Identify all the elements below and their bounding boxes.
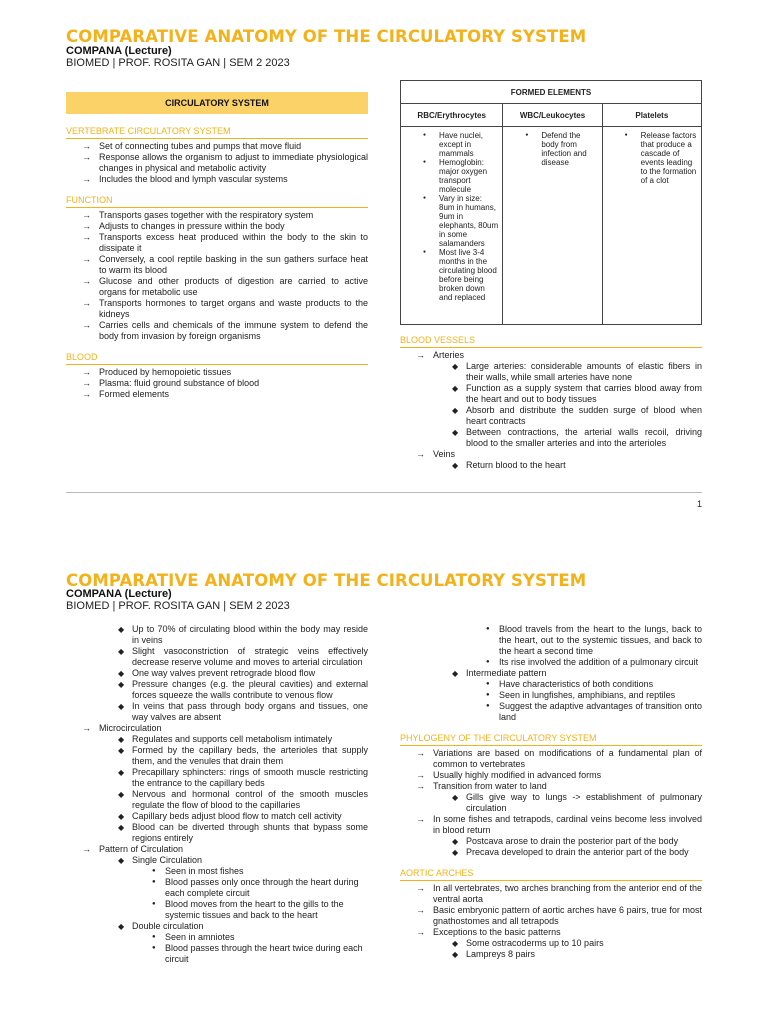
- list-item: ◆ Capillary beds adjust blood flow to match cell activity: [66, 811, 368, 822]
- list-item: ◆ Between contractions, the arterial walls recoil, driving blood to the smaller arteries and into the arterioles: [400, 427, 702, 449]
- list-item: → Adjusts to changes in pressure within the body: [66, 221, 368, 232]
- course-meta: BIOMED | PROF. ROSITA GAN | SEM 2 2023: [66, 600, 290, 612]
- table-cell-item: ● Hemoglobin: major oxygen transport molecule: [439, 158, 498, 194]
- page-divider: [66, 492, 702, 493]
- cava-list: [400, 836, 702, 858]
- table-cell-item: ● Have nuclei, except in mammals: [439, 131, 498, 158]
- aortic-list: [400, 883, 702, 938]
- table-title: FORMED ELEMENTS: [401, 81, 702, 104]
- list-item: → Includes the blood and lymph vascular systems: [66, 174, 368, 185]
- list-item: ◆ Gills give way to lungs -> establishment of pulmonary circulation: [400, 792, 702, 814]
- list-item: ● Have characteristics of both conditions: [400, 679, 702, 690]
- list-item: → Exceptions to the basic patterns: [400, 927, 702, 938]
- list-item: ◆ In veins that pass through body organs and tissues, one way valves are absent: [66, 701, 368, 723]
- left-column: [66, 624, 368, 965]
- table-header: RBC/Erythrocytes: [401, 104, 503, 127]
- section-heading-vessels: BLOOD VESSELS: [400, 335, 702, 348]
- section-banner: CIRCULATORY SYSTEM: [66, 92, 368, 114]
- course-subtitle: COMPANA (Lecture): [66, 588, 172, 600]
- double-heading-list: [66, 921, 368, 932]
- single-heading-list: [66, 855, 368, 866]
- list-item: → Response allows the organism to adjust to immediate physiological changes in physical and metabolic activity: [66, 152, 368, 174]
- section-heading-phylogeny: PHYLOGENY OF THE CIRCULATORY SYSTEM: [400, 733, 702, 746]
- vessels-list: [400, 350, 702, 361]
- list-item: → Transports excess heat produced within the body to the skin to dissipate it: [66, 232, 368, 254]
- list-item: → Glucose and other products of digestion are carried to active organs for metabolic use: [66, 276, 368, 298]
- list-item: → In all vertebrates, two arches branching from the anterior end of the ventral aorta: [400, 883, 702, 905]
- table-cell-item: ● Release factors that produce a cascade of events leading to the formation of a clot: [641, 131, 697, 185]
- micro-heading-list: [66, 723, 368, 734]
- list-item: ◆ Slight vasoconstriction of strategic veins effectively decrease reserve volume and moves to arterial circulation: [66, 646, 368, 668]
- exceptions-list: [400, 938, 702, 960]
- list-item: ● Suggest the adaptive advantages of transition onto land: [400, 701, 702, 723]
- list-item: ◆ Precapillary sphincters: rings of smooth muscle restricting the entrance to the capillary beds: [66, 767, 368, 789]
- phylogeny-list: [400, 748, 702, 792]
- list-item: → Veins: [400, 449, 702, 460]
- list-item: ◆ Return blood to the heart: [400, 460, 702, 471]
- list-item: → In some fishes and tetrapods, cardinal veins become less involved in blood return: [400, 814, 702, 836]
- list-item: ◆ Blood can be diverted through shunts that bypass some regions entirely: [66, 822, 368, 844]
- page-2: [0, 528, 768, 1024]
- list-item: ◆ Large arteries: considerable amounts of elastic fibers in their walls, while small arteries have none: [400, 361, 702, 383]
- veins-list: [400, 460, 702, 471]
- list-item: ◆ Up to 70% of circulating blood within the body may reside in veins: [66, 624, 368, 646]
- arteries-list: [400, 361, 702, 449]
- list-item: ● Its rise involved the addition of a pulmonary circuit: [400, 657, 702, 668]
- list-item: → Basic embryonic pattern of aortic arches have 6 pairs, true for most gnathostomes and all tetrapods: [400, 905, 702, 927]
- list-item: → Pattern of Circulation: [66, 844, 368, 855]
- list-item: ● Seen in most fishes: [66, 866, 368, 877]
- wbc-cell: [503, 127, 601, 171]
- list-item: ◆ Intermediate pattern: [400, 668, 702, 679]
- veins-continued-list: [66, 624, 368, 723]
- list-item: → Formed elements: [66, 389, 368, 400]
- gills-list: [400, 792, 702, 814]
- section-heading-blood: BLOOD: [66, 352, 368, 365]
- veins-heading-list: [400, 449, 702, 460]
- left-column: [66, 92, 368, 400]
- page-title: COMPARATIVE ANATOMY OF THE CIRCULATORY SYSTEM: [66, 27, 587, 46]
- right-column: [400, 624, 702, 960]
- function-list: [66, 210, 368, 342]
- list-item: → Conversely, a cool reptile basking in the sun gathers surface heat to warm its blood: [66, 254, 368, 276]
- list-item: ◆ Absorb and distribute the sudden surge of blood when heart contracts: [400, 405, 702, 427]
- list-item: ◆ Pressure changes (e.g. the pleural cavities) and external forces squeeze the walls contribute to venous flow: [66, 679, 368, 701]
- section-heading-aortic: AORTIC ARCHES: [400, 868, 702, 881]
- section-heading-vcs: VERTEBRATE CIRCULATORY SYSTEM: [66, 126, 368, 139]
- list-item: ● Blood travels from the heart to the lungs, back to the heart, out to the systemic tissues, and back to the heart a second time: [400, 624, 702, 657]
- table-cell-item: ● Most live 3-4 months in the circulating blood before being broken down and replaced: [439, 248, 498, 302]
- formed-elements-table: [400, 80, 702, 325]
- list-item: ◆ One way valves prevent retrograde blood flow: [66, 668, 368, 679]
- fishes-list: [400, 814, 702, 836]
- list-item: ◆ Double circulation: [66, 921, 368, 932]
- list-item: → Arteries: [400, 350, 702, 361]
- table-cell-item: ● Vary in size: 8um in humans, 9um in elephants, 80um in some salamanders: [439, 194, 498, 248]
- course-meta: BIOMED | PROF. ROSITA GAN | SEM 2 2023: [66, 57, 290, 69]
- list-item: ● Blood passes only once through the heart during each complete circuit: [66, 877, 368, 899]
- intermediate-heading-list: [400, 668, 702, 679]
- list-item: ◆ Precava developed to drain the anterior part of the body: [400, 847, 702, 858]
- list-item: → Microcirculation: [66, 723, 368, 734]
- table-header: Platelets: [602, 104, 701, 127]
- list-item: → Transports hormones to target organs and waste products to the kidneys: [66, 298, 368, 320]
- list-item: ◆ Some ostracoderms up to 10 pairs: [400, 938, 702, 949]
- double-list: [66, 932, 368, 965]
- list-item: → Carries cells and chemicals of the immune system to defend the body from invasion by foreign organisms: [66, 320, 368, 342]
- list-item: ● Blood moves from the heart to the gills to the systemic tissues and back to the heart: [66, 899, 368, 921]
- list-item: → Transports gases together with the respiratory system: [66, 210, 368, 221]
- list-item: ◆ Single Circulation: [66, 855, 368, 866]
- list-item: → Variations are based on modifications of a fundamental plan of common to vertebrates: [400, 748, 702, 770]
- list-item: ◆ Postcava arose to drain the posterior part of the body: [400, 836, 702, 847]
- vcs-list: [66, 141, 368, 185]
- list-item: → Set of connecting tubes and pumps that move fluid: [66, 141, 368, 152]
- platelets-cell: [603, 127, 701, 189]
- table-cell-item: ● Defend the body from infection and disease: [541, 131, 597, 167]
- list-item: ● Seen in lungfishes, amphibians, and reptiles: [400, 690, 702, 701]
- list-item: → Usually highly modified in advanced forms: [400, 770, 702, 781]
- list-item: → Produced by hemopoietic tissues: [66, 367, 368, 378]
- list-item: ◆ Function as a supply system that carries blood away from the heart and out to body tissues: [400, 383, 702, 405]
- pattern-heading-list: [66, 844, 368, 855]
- right-column: [400, 80, 702, 471]
- rbc-cell: [401, 127, 502, 306]
- double-continued-list: [400, 624, 702, 668]
- micro-list: [66, 734, 368, 844]
- page-number: 1: [696, 499, 702, 509]
- page-title: COMPARATIVE ANATOMY OF THE CIRCULATORY SYSTEM: [66, 571, 587, 590]
- single-list: [66, 866, 368, 921]
- intermediate-list: [400, 679, 702, 723]
- section-heading-function: FUNCTION: [66, 195, 368, 208]
- list-item: ◆ Regulates and supports cell metabolism intimately: [66, 734, 368, 745]
- list-item: ◆ Nervous and hormonal control of the smooth muscles regulate the flow of blood to the capillaries: [66, 789, 368, 811]
- list-item: ◆ Formed by the capillary beds, the arterioles that supply them, and the venules that drain them: [66, 745, 368, 767]
- list-item: ● Blood passes through the heart twice during each circuit: [66, 943, 368, 965]
- table-header: WBC/Leukocytes: [503, 104, 602, 127]
- course-subtitle: COMPANA (Lecture): [66, 45, 172, 57]
- list-item: ◆ Lampreys 8 pairs: [400, 949, 702, 960]
- list-item: → Transition from water to land: [400, 781, 702, 792]
- list-item: ● Seen in amniotes: [66, 932, 368, 943]
- blood-list: [66, 367, 368, 400]
- list-item: → Plasma: fluid ground substance of blood: [66, 378, 368, 389]
